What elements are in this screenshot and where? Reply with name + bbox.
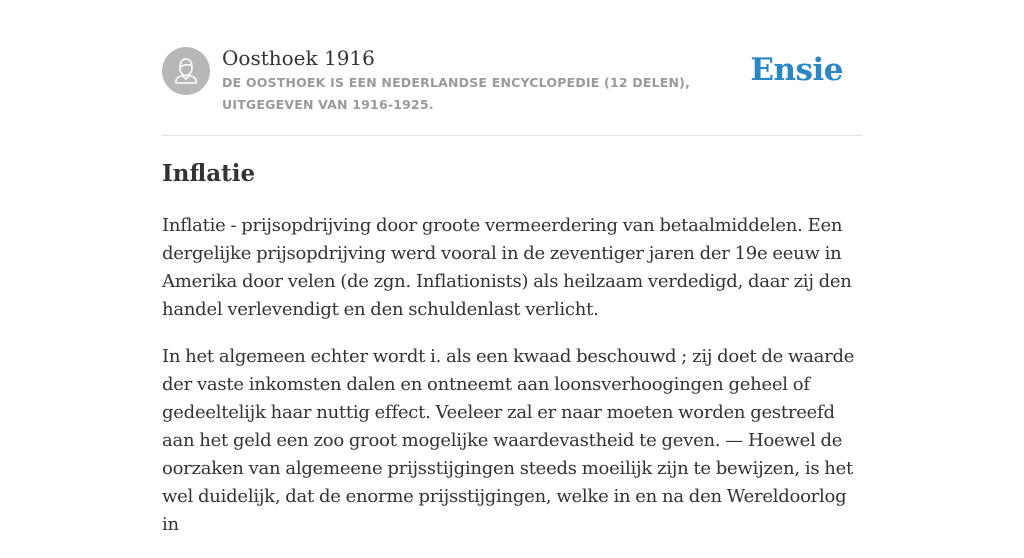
source-title[interactable]: Oosthoek 1916 [222, 46, 375, 70]
article-paragraph-2: In het algemeen echter wordt i. als een kwaad beschouwd ; zij doet de waarde der vaste inkomsten dalen en ontneemt aan loonsverhoogingen geheel of gedeeltelijk haar nuttig effect. Veeleer zal er naar moeten worden gestreefd aan het geld een zoo groot mogelijke waardevastheid te geven. — Hoewel de oorzaken van algemeene prijsstijgingen steeds moeilijk zijn te bewijzen, is het wel duidelijk, dat de enorme prijsstijgingen, welke in en na den Wereldoorlog in [162, 346, 855, 535]
article-paragraph-1: Inflatie - prijsopdrijving door groote vermeerdering van betaalmiddelen. Een dergelijke prijsopdrijving werd vooral in de zeventiger jaren der 19e eeuw in Amerika door velen (de zgn. Inflationists) als heilzaam verdedigd, daar zij den handel verlevendigt en den schuldenlast verlicht. [162, 215, 852, 320]
source-description: DE OOSTHOEK IS EEN NEDERLANDSE ENCYCLOPEDIE (12 DELEN), UITGEGEVEN VAN 1916-1925. [222, 75, 691, 112]
article-body [162, 212, 868, 558]
user-silhouette-icon [162, 47, 210, 95]
source-header [162, 0, 862, 136]
ensie-logo[interactable]: Ensie [750, 52, 843, 88]
article-container [162, 0, 862, 535]
article-title: Inflatie [162, 160, 256, 187]
source-info [222, 44, 762, 116]
source-avatar[interactable] [162, 47, 210, 95]
